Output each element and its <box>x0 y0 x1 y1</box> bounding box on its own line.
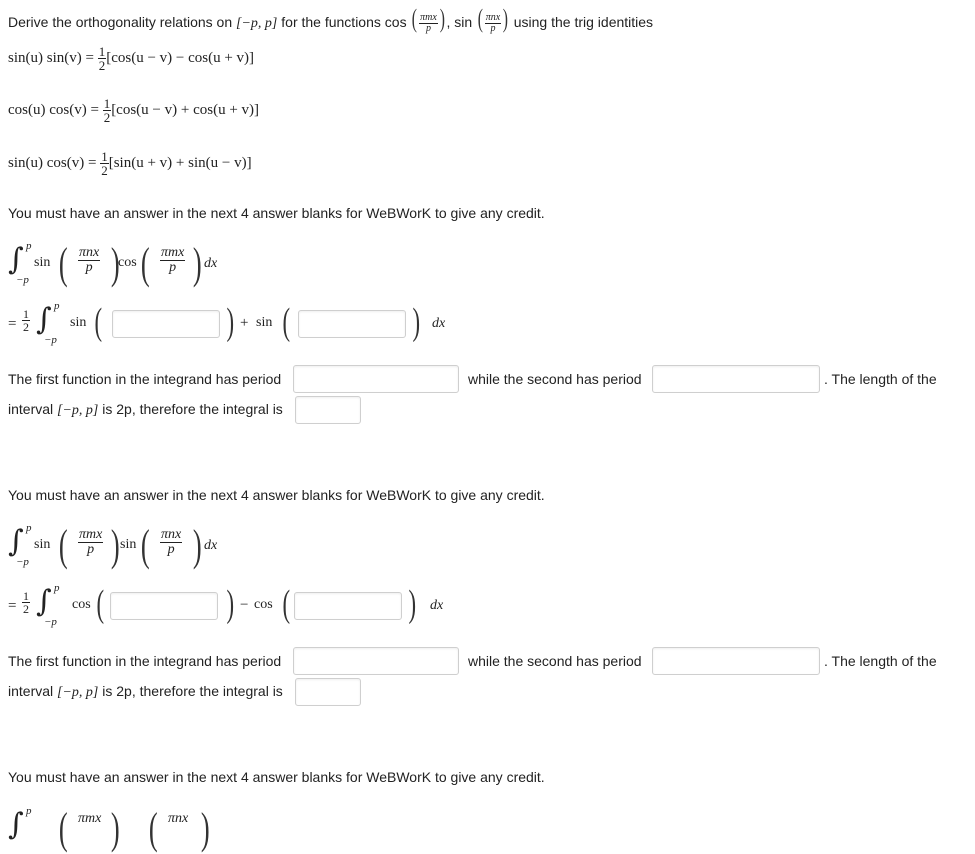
intro-text-a: Derive the orthogonality relations on <box>8 14 233 30</box>
integral-value-input[interactable] <box>295 396 361 424</box>
identity-2: cos(u) cos(v) = $\frac{1}{2}$ [cos(u − v) + cos(u + v)] <box>8 96 260 125</box>
period-input-4[interactable] <box>652 647 820 675</box>
credit-notice-2: You must have an answer in the next 4 answer blanks for WeBWorK to give any credit. <box>8 487 545 503</box>
intro-paren-close-1: ) <box>439 4 445 33</box>
integral-1: ∫ p −p sin ( πnx p ) cos ( πmx p ) dx <box>8 239 218 288</box>
intro-text-c: using the trig identities <box>513 14 654 30</box>
intro-text-b: for the functions <box>281 14 381 30</box>
identity-1: sin(u) sin(v) = $\frac{1}{2}$ [cos(u − v) − cos(u + v)] <box>8 44 255 73</box>
integral-sign: ∫ <box>8 242 24 277</box>
dx: dx <box>204 256 218 271</box>
function-2: cos <box>118 255 137 270</box>
intro-cos: cos <box>384 14 407 30</box>
upper-limit: p <box>26 240 32 252</box>
length-text: . The length of the <box>824 371 937 387</box>
integral-value-input-2[interactable] <box>295 678 361 706</box>
integral-2: ∫ p −p sin ( πmx p ) sin ( πnx p ) dx <box>8 521 218 570</box>
credit-notice-1: You must have an answer in the next 4 answer blanks for WeBWorK to give any credit. <box>8 205 545 221</box>
interval-line: interval [−p, p] is 2p, therefore the integral is <box>8 683 283 700</box>
answer-blank-3[interactable] <box>110 592 218 620</box>
half-integral-2: = $\frac{1}{2}$ ∫ p −p cos ( ) − cos ( ) dx <box>8 582 444 628</box>
period-text-1: The first function in the integrand has period <box>8 653 282 669</box>
intro-paren-open-2: ( <box>477 4 483 33</box>
intro-interval: [−p, p] <box>236 16 278 31</box>
period-input-2[interactable] <box>652 365 820 393</box>
identity-3: sin(u) cos(v) = $\frac{1}{2}$ [sin(u + v) + sin(u − v)] <box>8 149 252 178</box>
intro-sin: sin <box>454 14 473 30</box>
credit-notice-3: You must have an answer in the next 4 answer blanks for WeBWorK to give any credit. <box>8 769 545 785</box>
function-1: sin <box>34 537 51 552</box>
intro-paren-open-1: ( <box>412 4 418 33</box>
answer-blank-2[interactable] <box>298 310 406 338</box>
half-integral-1: = $\frac{1}{2}$ ∫ p −p sin ( ) + sin ( ) dx <box>8 300 446 346</box>
intro-frac-n: $\frac{\text{πnx}}{p}$ <box>485 11 501 34</box>
period-input-1[interactable] <box>293 365 459 393</box>
inner-function-2: sin <box>256 315 273 330</box>
answer-blank-1[interactable] <box>112 310 220 338</box>
integral-3: ∫ p ( πmx ) ( πnx ) <box>8 804 210 853</box>
period-text-2: while the second has period <box>468 371 642 387</box>
period-input-3[interactable] <box>293 647 459 675</box>
intro-line: Derive the orthogonality relations on [−p, p] for the functions cos ( $\frac{\text{πmx}}{p}$ ) , sin ( $\frac{\text{πnx}}{p}$ ) using the trig identities <box>8 4 654 34</box>
intro-frac-m: $\frac{\text{πmx}}{p}$ <box>420 11 437 34</box>
fraction-1: πnx p <box>79 245 100 275</box>
interval-line: interval [−p, p] is 2p, therefore the integral is <box>8 401 283 418</box>
function-2: sin <box>120 537 137 552</box>
answer-blank-4[interactable] <box>294 592 402 620</box>
fraction-2: πmx p <box>161 245 185 275</box>
lower-limit: −p <box>16 274 29 286</box>
period-text-1: The first function in the integrand has period <box>8 371 282 387</box>
function-1: sin <box>34 255 51 270</box>
period-text-2: while the second has period <box>468 653 642 669</box>
intro-paren-close-2: ) <box>502 4 509 33</box>
inner-function-1: sin <box>70 315 87 330</box>
length-text: . The length of the <box>824 653 937 669</box>
